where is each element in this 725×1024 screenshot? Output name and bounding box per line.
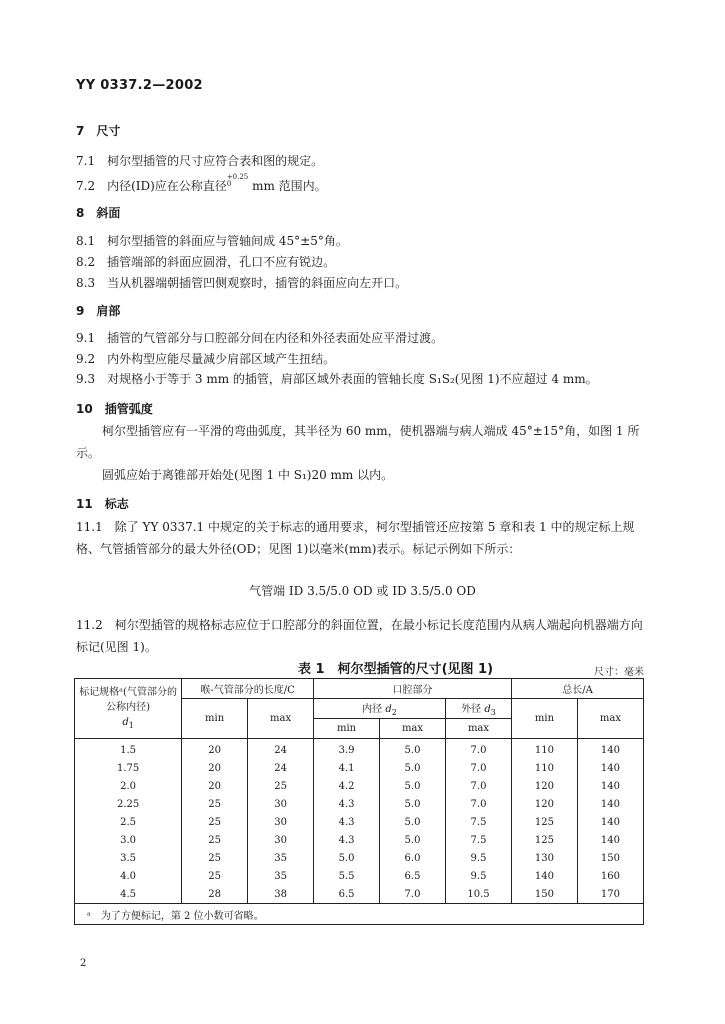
table-row (75, 795, 644, 813)
section-8-title: 8 斜面 (76, 206, 121, 220)
cell-id-max: 5.0 (380, 795, 446, 813)
cell-spec: 3.5 (75, 849, 182, 867)
cell-od-max: 7.0 (445, 795, 511, 813)
header-spec-subscript: 1 (128, 720, 134, 730)
clause-9-2: 9.2 内外构型应能尽量减少肩部区域产生扭结。 (76, 352, 336, 366)
clause-7-1: 7.1 柯尔型插管的尺寸应符合表和图的规定。 (76, 154, 324, 168)
cell-total-min: 150 (512, 885, 578, 904)
section-10-para-2: 圆弧应始于离锥部开始处(见图 1 中 S₁)20 mm 以内。 (102, 468, 394, 482)
cell-len-min: 25 (182, 795, 248, 813)
clause-11-2: 11.2 柯尔型插管的规格标志应位于口腔部分的斜面位置，在最小标记长度范围内从病人端起向机器端方向标记(见图 1)。 (76, 618, 643, 654)
cell-len-min: 25 (182, 849, 248, 867)
cell-id-min: 6.5 (314, 885, 380, 904)
cell-total-max: 150 (577, 849, 643, 867)
cell-id-max: 5.0 (380, 777, 446, 795)
table-row (75, 885, 644, 904)
cell-spec: 1.75 (75, 759, 182, 777)
header-id-max: max (380, 719, 446, 739)
header-od-symbol: d (484, 704, 491, 715)
cell-spec: 4.0 (75, 867, 182, 885)
cell-od-max: 10.5 (445, 885, 511, 904)
table-body (75, 739, 644, 925)
cell-od-max: 7.5 (445, 813, 511, 831)
cell-len-max: 35 (248, 867, 314, 885)
header-length-min: min (182, 699, 248, 739)
header-total-min: min (512, 699, 578, 739)
cell-total-max: 140 (577, 831, 643, 849)
header-id-label: 内径 (362, 704, 383, 715)
section-7-title: 7 尺寸 (76, 124, 121, 138)
cell-len-min: 20 (182, 777, 248, 795)
cell-od-max: 7.0 (445, 777, 511, 795)
section-11-title: 11 标志 (76, 497, 129, 511)
cell-total-min: 120 (512, 795, 578, 813)
header-oral: 口腔部分 (314, 679, 512, 699)
header-length: 喉-气管部分的长度/C (182, 679, 314, 699)
cell-id-max: 6.5 (380, 867, 446, 885)
dimensions-table (74, 678, 644, 925)
cell-od-max: 7.0 (445, 759, 511, 777)
cell-len-max: 24 (248, 759, 314, 777)
cell-spec: 2.0 (75, 777, 182, 795)
cell-total-min: 125 (512, 813, 578, 831)
cell-total-min: 130 (512, 849, 578, 867)
header-id (314, 699, 446, 719)
table-footnote: ᵃ 为了方便标记，第 2 位小数可省略。 (75, 904, 644, 925)
header-od-max: max (445, 719, 511, 739)
marking-example: 气管端 ID 3.5/5.0 OD 或 ID 3.5/5.0 OD (249, 584, 476, 598)
cell-total-min: 110 (512, 759, 578, 777)
cell-spec: 4.5 (75, 885, 182, 904)
table-row (75, 739, 644, 760)
header-od-label: 外径 (461, 704, 482, 715)
header-id-min: min (314, 719, 380, 739)
clause-9-3: 9.3 对规格小于等于 3 mm 的插管，肩部区域外表面的管轴长度 S₁S₂(见图 1)不应超过 4 mm。 (76, 372, 598, 386)
cell-id-max: 7.0 (380, 885, 446, 904)
cell-len-max: 38 (248, 885, 314, 904)
cell-len-min: 20 (182, 739, 248, 760)
header-spec (75, 679, 182, 739)
cell-spec: 2.25 (75, 795, 182, 813)
page-number: 2 (80, 958, 87, 969)
table-row (75, 831, 644, 849)
cell-total-max: 140 (577, 759, 643, 777)
cell-len-min: 25 (182, 831, 248, 849)
clause-7-2-tol-lower: 0 (226, 180, 232, 188)
cell-total-min: 110 (512, 739, 578, 760)
cell-total-max: 170 (577, 885, 643, 904)
cell-len-max: 35 (248, 849, 314, 867)
clause-7-2-tolerance (227, 174, 248, 188)
clause-9-1: 9.1 插管的气管部分与口腔部分间在内径和外径表面处应平滑过渡。 (76, 331, 444, 345)
cell-id-min: 4.1 (314, 759, 380, 777)
cell-total-max: 140 (577, 813, 643, 831)
header-total: 总长/A (512, 679, 644, 699)
cell-total-max: 160 (577, 867, 643, 885)
table-row (75, 813, 644, 831)
cell-total-min: 125 (512, 831, 578, 849)
table-caption: 表 1 柯尔型插管的尺寸(见图 1) (298, 662, 494, 677)
cell-total-max: 140 (577, 777, 643, 795)
clause-7-2-unit: mm 范围内。 (248, 179, 327, 193)
cell-total-max: 140 (577, 739, 643, 760)
table-row (75, 759, 644, 777)
section-10-para-1: 柯尔型插管应有一平滑的弯曲弧度，其半径为 60 mm，使机器端与病人端成 45°±15°角，如图 1 所示。 (76, 424, 640, 460)
cell-spec: 1.5 (75, 739, 182, 760)
cell-spec: 3.0 (75, 831, 182, 849)
cell-len-max: 30 (248, 831, 314, 849)
cell-total-min: 140 (512, 867, 578, 885)
header-total-max: max (577, 699, 643, 739)
table-footnote-row (75, 904, 644, 925)
clause-7-2-text: 7.2 内径(ID)应在公称直径 (76, 179, 227, 193)
cell-total-max: 140 (577, 795, 643, 813)
table-row (75, 777, 644, 795)
header-id-subscript: 2 (391, 708, 397, 717)
header-spec-label: 标记规格ᵃ(气管部分的公称内径) (79, 686, 177, 713)
cell-id-min: 4.3 (314, 795, 380, 813)
cell-id-max: 5.0 (380, 759, 446, 777)
section-9-title: 9 肩部 (76, 304, 121, 318)
cell-id-min: 5.0 (314, 849, 380, 867)
section-10-title: 10 插管弧度 (76, 402, 153, 416)
cell-id-min: 4.3 (314, 813, 380, 831)
cell-spec: 2.5 (75, 813, 182, 831)
document-header: YY 0337.2—2002 (76, 78, 203, 93)
cell-id-max: 5.0 (380, 739, 446, 760)
cell-len-max: 30 (248, 813, 314, 831)
header-od (445, 699, 511, 719)
cell-len-max: 24 (248, 739, 314, 760)
header-length-max: max (248, 699, 314, 739)
cell-od-max: 9.5 (445, 867, 511, 885)
cell-len-max: 30 (248, 795, 314, 813)
cell-len-min: 25 (182, 867, 248, 885)
table-row (75, 849, 644, 867)
cell-len-max: 25 (248, 777, 314, 795)
cell-id-max: 5.0 (380, 831, 446, 849)
cell-len-min: 28 (182, 885, 248, 904)
cell-od-max: 7.5 (445, 831, 511, 849)
table-unit: 尺寸：毫米 (594, 667, 644, 678)
clause-11-1: 11.1 除了 YY 0337.1 中规定的关于标志的通用要求，柯尔型插管还应按第 5 章和表 1 中的规定标上规格、气管插管部分的最大外径(OD；见图 1)以毫米(mm)表示。标记示例如下所示： (76, 520, 635, 556)
header-spec-symbol: d (122, 716, 129, 728)
clause-8-3: 8.3 当从机器端朝插管凹侧观察时，插管的斜面应向左开口。 (76, 276, 408, 290)
cell-total-min: 120 (512, 777, 578, 795)
cell-id-min: 3.9 (314, 739, 380, 760)
clause-7-2 (76, 174, 327, 194)
cell-id-max: 6.0 (380, 849, 446, 867)
header-od-subscript: 3 (490, 708, 496, 717)
cell-id-min: 4.3 (314, 831, 380, 849)
clause-8-1: 8.1 柯尔型插管的斜面应与管轴间成 45°±5°角。 (76, 234, 348, 248)
cell-id-max: 5.0 (380, 813, 446, 831)
clause-7-2-tol-upper: +0.25 (226, 173, 249, 181)
cell-id-min: 4.2 (314, 777, 380, 795)
cell-id-min: 5.5 (314, 867, 380, 885)
cell-od-max: 9.5 (445, 849, 511, 867)
cell-od-max: 7.0 (445, 739, 511, 760)
clause-8-2: 8.2 插管端部的斜面应圆滑，孔口不应有锐边。 (76, 255, 336, 269)
header-id-symbol: d (385, 704, 392, 715)
cell-len-min: 25 (182, 813, 248, 831)
cell-len-min: 20 (182, 759, 248, 777)
table-row (75, 867, 644, 885)
